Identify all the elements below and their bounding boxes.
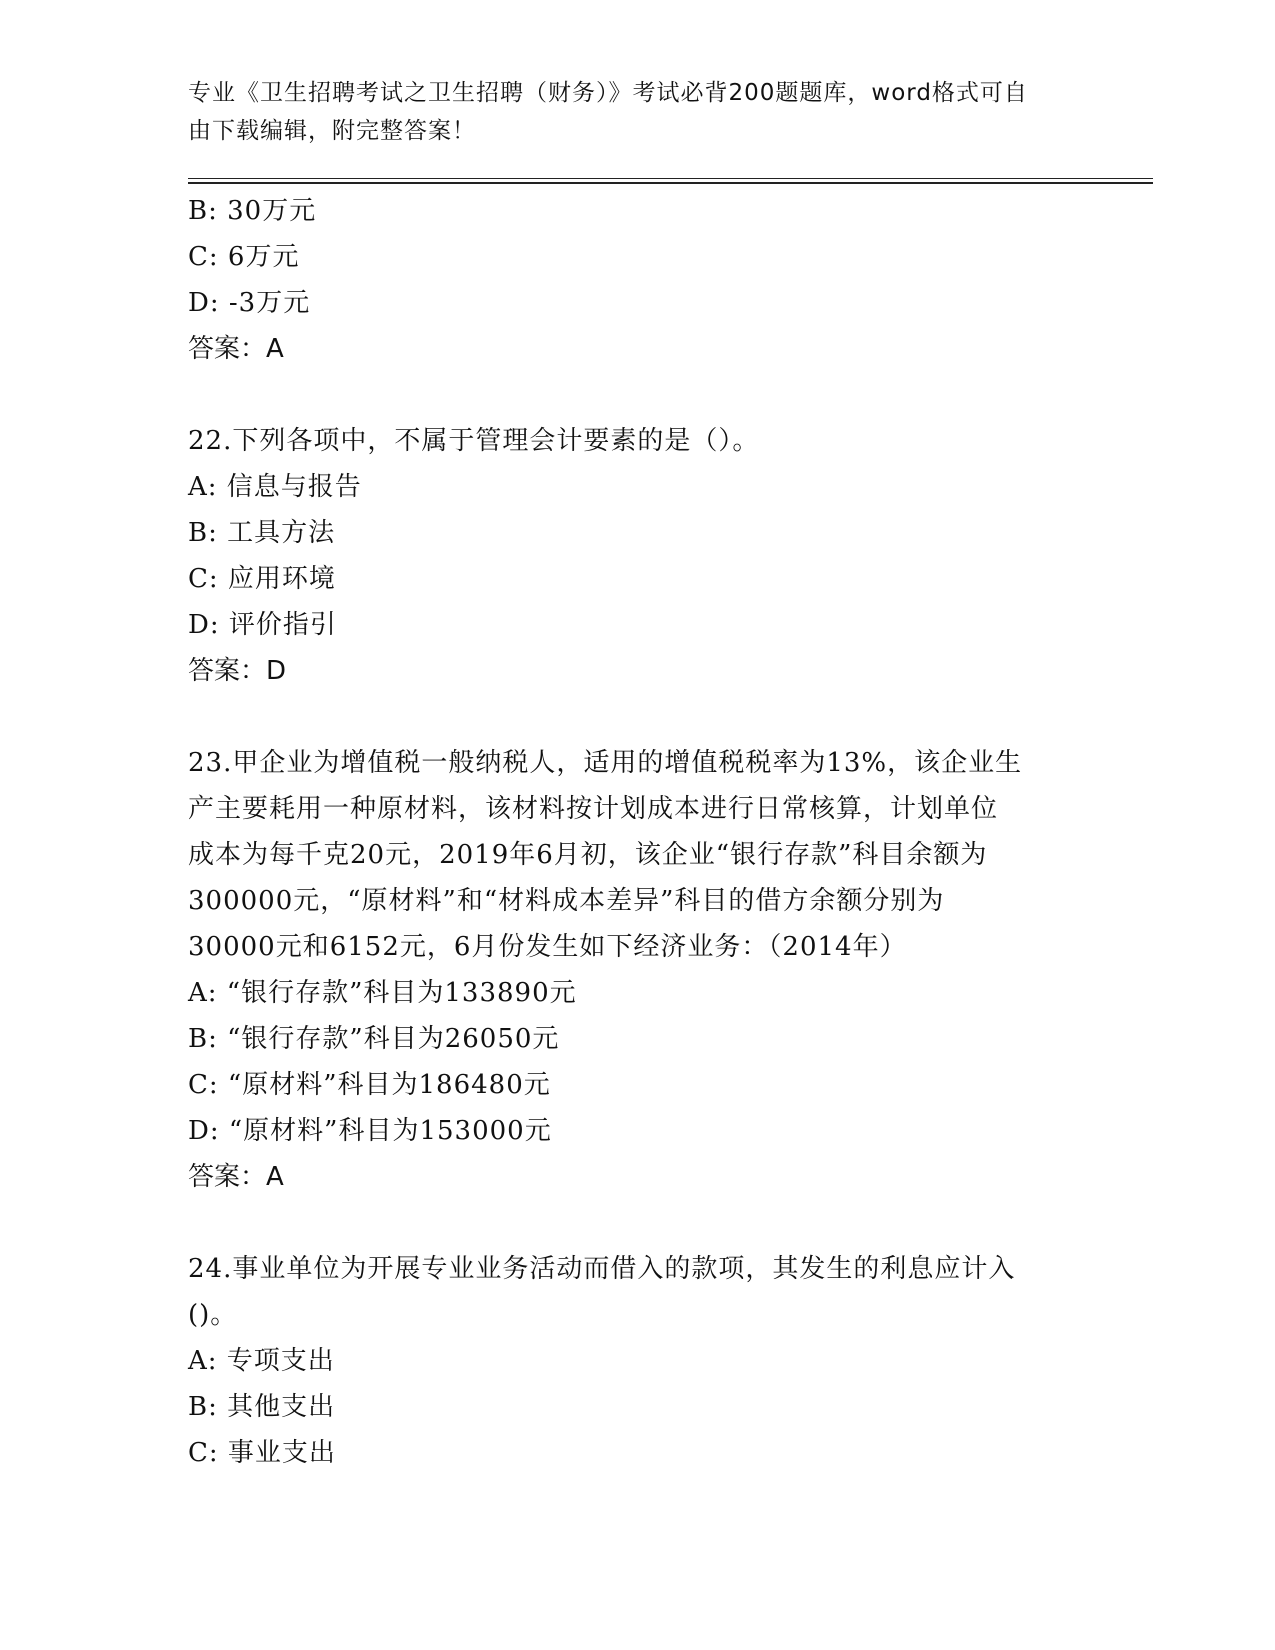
option-a: A: “银行存款”科目为133890元 — [188, 978, 577, 1008]
option-c: C: 应用环境 — [188, 564, 336, 594]
option-a: A: 专项支出 — [188, 1346, 335, 1376]
question-stem-line: 30000元和6152元，6月份发生如下经济业务：（2014年） — [188, 932, 907, 962]
answer-label: 答案：D — [188, 656, 287, 686]
question-22 — [188, 418, 1088, 694]
question-stem: 22.下列各项中，不属于管理会计要素的是（）。 — [188, 426, 760, 456]
header-line-1: 专业《卫生招聘考试之卫生招聘（财务）》考试必背200题题库，word格式可自 — [188, 80, 1028, 106]
option-d: D: -3万元 — [188, 288, 311, 318]
option-b: B: 30万元 — [188, 196, 317, 226]
question-stem-line: 300000元，“原材料”和“材料成本差异”科目的借方余额分别为 — [188, 886, 945, 916]
question-24 — [188, 1246, 1088, 1476]
question-stem-line: ()。 — [188, 1300, 238, 1330]
answer-label: 答案：A — [188, 1162, 284, 1192]
option-b: B: “银行存款”科目为26050元 — [188, 1024, 560, 1054]
spacer — [188, 694, 1088, 740]
header-divider-thin — [188, 178, 1153, 179]
answer-label: 答案：A — [188, 334, 284, 364]
document-body — [188, 188, 1088, 1476]
option-d: D: 评价指引 — [188, 610, 337, 640]
document-header — [188, 74, 1088, 150]
question-stem-line: 产主要耗用一种原材料，该材料按计划成本进行日常核算，计划单位 — [188, 794, 999, 824]
option-c: C: “原材料”科目为186480元 — [188, 1070, 551, 1100]
question-23 — [188, 740, 1088, 1200]
spacer — [188, 1200, 1088, 1246]
option-a: A: 信息与报告 — [188, 472, 362, 502]
option-b: B: 工具方法 — [188, 518, 336, 548]
question-stem-line: 成本为每千克20元，2019年6月初，该企业“银行存款”科目余额为 — [188, 840, 988, 870]
question-stem-line: 24.事业单位为开展专业业务活动而借入的款项，其发生的利息应计入 — [188, 1254, 1016, 1284]
header-line-2: 由下载编辑，附完整答案！ — [188, 118, 476, 144]
option-c: C: 事业支出 — [188, 1438, 336, 1468]
question-stem-line: 23.甲企业为增值税一般纳税人，适用的增值税税率为13%，该企业生 — [188, 748, 1023, 778]
option-d: D: “原材料”科目为153000元 — [188, 1116, 552, 1146]
header-divider-thick — [188, 182, 1153, 184]
option-b: B: 其他支出 — [188, 1392, 336, 1422]
spacer — [188, 372, 1088, 418]
option-c: C: 6万元 — [188, 242, 300, 272]
question-21-tail — [188, 188, 1088, 372]
